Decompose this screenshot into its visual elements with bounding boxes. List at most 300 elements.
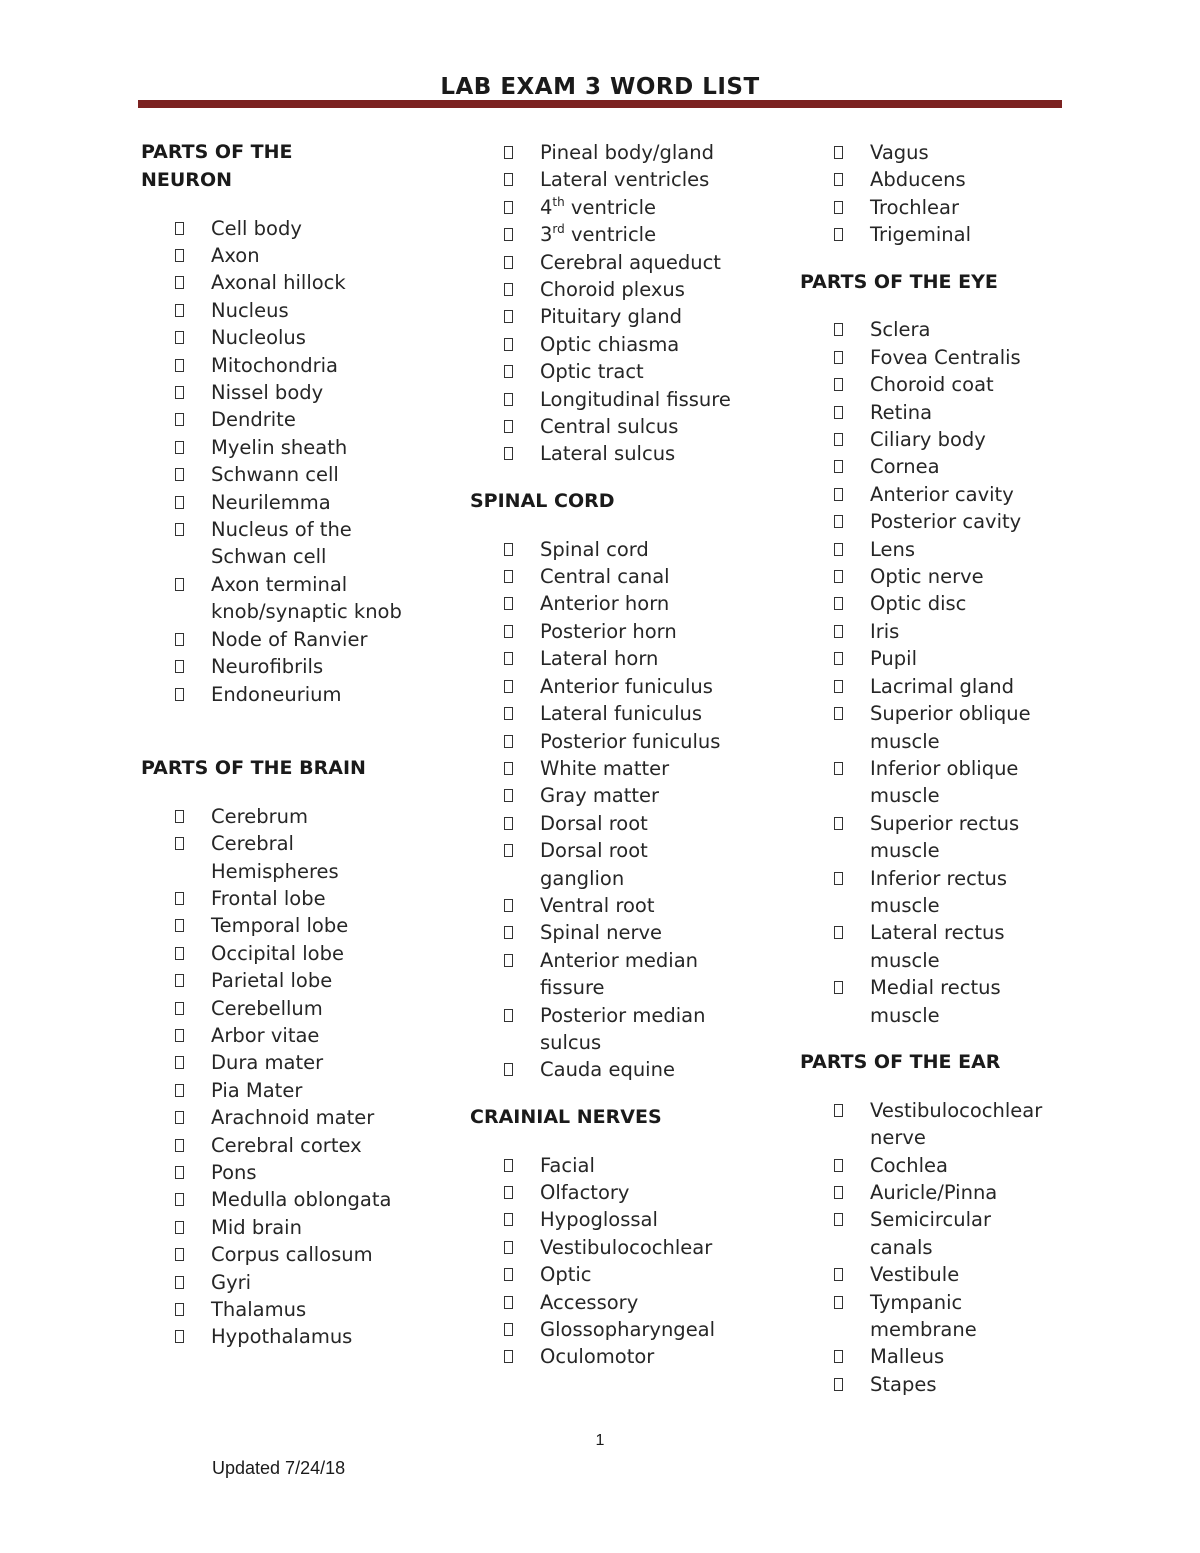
list-item-label: Temporal lobe <box>211 914 349 938</box>
list-item-label: Medulla oblongata <box>211 1188 392 1212</box>
list-item-label: Cerebral Hemispheres <box>211 832 339 883</box>
checkbox-bullet-icon <box>834 1159 843 1172</box>
list-item <box>470 1152 740 1179</box>
checkbox-bullet-icon <box>834 228 843 241</box>
checkbox-bullet-icon <box>834 680 843 693</box>
column-3 <box>800 139 1100 1398</box>
checkbox-bullet-icon <box>834 1186 843 1199</box>
list-item-label: Tympanic membrane <box>870 1290 977 1342</box>
list-item <box>800 673 1048 700</box>
list-item <box>141 1104 426 1131</box>
list-item <box>470 1261 740 1288</box>
list-item-label: Auricle/Pinna <box>870 1181 998 1204</box>
list-item <box>800 974 1048 1029</box>
column-1 <box>141 139 441 1351</box>
list-item <box>470 645 735 672</box>
checkbox-bullet-icon <box>175 947 184 960</box>
list-item <box>470 782 735 809</box>
checkbox-bullet-icon <box>175 810 184 823</box>
checkbox-bullet-icon <box>834 872 843 885</box>
list-item <box>141 1022 426 1049</box>
list-item-label: Dorsal root <box>540 811 648 835</box>
list-item-label: Medial rectus muscle <box>870 976 1001 1027</box>
checkbox-bullet-icon <box>504 338 513 351</box>
list-item-label: Cerebral aqueduct <box>540 250 721 274</box>
checkbox-bullet-icon <box>504 1159 513 1172</box>
list-item <box>800 371 1048 398</box>
list-item-label: Trigeminal <box>870 223 971 247</box>
list-item <box>800 618 1048 645</box>
list-item <box>141 830 426 885</box>
list-item-label: Lateral sulcus <box>540 442 676 466</box>
checkbox-bullet-icon <box>834 570 843 583</box>
list-item-label: Thalamus <box>211 1298 307 1322</box>
checkbox-bullet-icon <box>504 707 513 720</box>
list-item-label: Schwann cell <box>211 463 339 487</box>
checkbox-bullet-icon <box>504 1350 513 1363</box>
list-item <box>800 865 1048 920</box>
list-item-label: Gray matter <box>540 784 660 808</box>
list-item <box>800 645 1048 672</box>
checkbox-bullet-icon <box>834 817 843 830</box>
checkbox-bullet-icon <box>504 735 513 748</box>
list-item <box>800 1206 1048 1261</box>
column-2 <box>470 139 770 1371</box>
list-item-label: Inferior rectus muscle <box>870 866 1008 917</box>
checkbox-bullet-icon <box>175 413 184 426</box>
checkbox-bullet-icon <box>175 331 184 344</box>
list-item <box>470 700 735 727</box>
checkbox-bullet-icon <box>175 919 184 932</box>
list-item-label: Superior rectus muscle <box>870 811 1020 863</box>
list-item-label: Glossopharyngeal <box>540 1318 716 1342</box>
list-item-label: Posterior cavity <box>870 510 1022 534</box>
list-item <box>141 1077 426 1104</box>
list-item-label: Lacrimal gland <box>870 674 1015 698</box>
list-item <box>141 434 416 461</box>
updated-date: Updated 7/24/18 <box>212 1458 346 1478</box>
list-item-label: Semicircular canals <box>870 1208 991 1259</box>
checkbox-bullet-icon <box>175 837 184 850</box>
list-item-label: Inferior oblique muscle <box>870 756 1019 808</box>
list-item-label: Endoneurium <box>211 682 342 706</box>
list-item <box>470 618 735 645</box>
list-item <box>470 536 735 563</box>
list-item <box>141 1132 426 1159</box>
list-item-label: Cochlea <box>870 1153 948 1177</box>
list-item <box>800 194 1045 221</box>
checkbox-bullet-icon <box>175 1330 184 1343</box>
list-item <box>800 139 1045 166</box>
checkbox-bullet-icon <box>175 578 184 591</box>
section-heading: PARTS OF THE NEURON <box>141 141 293 191</box>
list-item <box>800 316 1048 343</box>
list-item <box>470 249 736 276</box>
list-item-label: Corpus callosum <box>211 1243 373 1267</box>
checkbox-bullet-icon <box>504 1268 513 1281</box>
checkbox-bullet-icon <box>834 1213 843 1226</box>
list-item <box>141 516 416 571</box>
list-item-label: Posterior funiculus <box>540 729 721 753</box>
checkbox-bullet-icon <box>834 625 843 638</box>
list-item-label: Mid brain <box>211 1215 302 1239</box>
checkbox-bullet-icon <box>504 1009 513 1022</box>
checkbox-bullet-icon <box>834 488 843 501</box>
checkbox-bullet-icon <box>834 378 843 391</box>
list-item-label: Oculomotor <box>540 1345 655 1369</box>
list-item-label: Vestibulocochlear nerve <box>870 1098 1043 1150</box>
checkbox-bullet-icon <box>504 201 513 214</box>
list-item-label: Axon terminal knob/synaptic knob <box>211 572 402 624</box>
list-item <box>141 269 416 296</box>
list-item <box>470 358 736 385</box>
list-item <box>470 810 735 837</box>
checkbox-bullet-icon <box>504 954 513 967</box>
checkbox-bullet-icon <box>834 173 843 186</box>
checkbox-bullet-icon <box>175 1193 184 1206</box>
list-item <box>800 1152 1048 1179</box>
checkbox-bullet-icon <box>175 386 184 399</box>
checkbox-bullet-icon <box>834 515 843 528</box>
list-item <box>800 1343 1048 1370</box>
list-item-label: Retina <box>870 400 933 424</box>
list-item <box>800 755 1048 810</box>
list-item-label: Choroid plexus <box>540 278 685 302</box>
checkbox-bullet-icon <box>175 304 184 317</box>
list-item <box>470 1002 735 1057</box>
list-item <box>470 221 736 248</box>
list-item-label: Pituitary gland <box>540 305 683 329</box>
list-item-label: Dorsal root ganglion <box>540 839 648 890</box>
list-item <box>800 453 1048 480</box>
checkbox-bullet-icon <box>834 981 843 994</box>
checkbox-bullet-icon <box>504 173 513 186</box>
list-item <box>141 242 416 269</box>
list-item-label: Gyri <box>211 1270 252 1294</box>
list-item-label: Cerebrum <box>211 804 308 828</box>
word-list <box>800 1097 1100 1398</box>
list-item <box>141 653 416 680</box>
checkbox-bullet-icon <box>175 1056 184 1069</box>
list-item-label: Optic disc <box>870 592 967 616</box>
list-item <box>141 626 416 653</box>
list-item <box>470 166 736 193</box>
list-item-label: Axon <box>211 244 260 267</box>
list-item <box>470 755 735 782</box>
list-item <box>141 1296 426 1323</box>
list-item-label: Malleus <box>870 1345 945 1369</box>
list-item <box>470 892 735 919</box>
list-item-label: Lateral rectus muscle <box>870 921 1005 972</box>
list-item <box>141 1323 426 1350</box>
checkbox-bullet-icon <box>504 420 513 433</box>
list-item-label: Anterior horn <box>540 592 670 616</box>
list-item-label: Pia Mater <box>211 1078 303 1102</box>
list-item <box>800 399 1048 426</box>
list-item <box>470 1056 735 1083</box>
checkbox-bullet-icon <box>834 597 843 610</box>
section-heading: PARTS OF THE EYE <box>800 270 998 293</box>
checkbox-bullet-icon <box>175 892 184 905</box>
word-list <box>141 803 441 1351</box>
checkbox-bullet-icon <box>504 652 513 665</box>
word-list <box>470 536 770 1084</box>
list-item <box>141 379 416 406</box>
list-item-label: Pineal body/gland <box>540 141 714 164</box>
list-item <box>800 426 1048 453</box>
checkbox-bullet-icon <box>175 1002 184 1015</box>
list-item <box>470 947 735 1002</box>
checkbox-bullet-icon <box>504 1296 513 1309</box>
section-heading: PARTS OF THE EAR <box>800 1050 1001 1073</box>
word-list <box>470 139 770 468</box>
list-item-label: Anterior funiculus <box>540 674 713 698</box>
checkbox-bullet-icon <box>175 523 184 536</box>
checkbox-bullet-icon <box>504 762 513 775</box>
list-item-label: Fovea Centralis <box>870 345 1021 369</box>
list-item-label: Myelin sheath <box>211 435 348 459</box>
list-item-label: Trochlear <box>870 195 960 219</box>
list-item-label: Mitochondria <box>211 353 338 377</box>
list-item <box>141 489 416 516</box>
list-item-label: Stapes <box>870 1372 937 1396</box>
checkbox-bullet-icon <box>504 570 513 583</box>
checkbox-bullet-icon <box>504 899 513 912</box>
list-item-label: Cerebral cortex <box>211 1133 362 1157</box>
list-item-label: Pons <box>211 1160 257 1184</box>
list-item-label: Choroid coat <box>870 373 994 397</box>
list-item <box>800 481 1048 508</box>
list-item <box>800 221 1045 248</box>
checkbox-bullet-icon <box>175 660 184 673</box>
section-heading: CRAINIAL NERVES <box>470 1105 662 1128</box>
list-item-label: Anterior cavity <box>870 482 1014 506</box>
list-item <box>141 967 426 994</box>
checkbox-bullet-icon <box>834 926 843 939</box>
list-item-label: Facial <box>540 1153 595 1177</box>
checkbox-bullet-icon <box>834 1378 843 1391</box>
checkbox-bullet-icon <box>834 543 843 556</box>
list-item <box>141 681 416 708</box>
list-item-label: Vagus <box>870 141 929 164</box>
checkbox-bullet-icon <box>504 365 513 378</box>
list-item <box>141 406 416 433</box>
checkbox-bullet-icon <box>175 1303 184 1316</box>
list-item-label: Sclera <box>870 318 931 342</box>
checkbox-bullet-icon <box>504 625 513 638</box>
list-item <box>470 386 736 413</box>
list-item <box>470 1343 740 1370</box>
checkbox-bullet-icon <box>175 249 184 262</box>
list-item-label: Pupil <box>870 647 917 671</box>
checkbox-bullet-icon <box>504 283 513 296</box>
list-item <box>800 563 1048 590</box>
checkbox-bullet-icon <box>504 1213 513 1226</box>
list-item <box>141 803 426 830</box>
page-number: 1 <box>595 1432 605 1449</box>
list-item-label: Arachnoid mater <box>211 1106 375 1130</box>
list-item <box>800 1371 1048 1398</box>
list-item-label: Lateral ventricles <box>540 168 710 192</box>
list-item-label: Posterior horn <box>540 619 677 643</box>
list-item <box>470 303 736 330</box>
list-item-label: Lens <box>870 537 916 561</box>
list-item <box>800 1289 1048 1344</box>
checkbox-bullet-icon <box>504 680 513 693</box>
checkbox-bullet-icon <box>175 1084 184 1097</box>
list-item <box>141 1269 426 1296</box>
list-item <box>470 1206 740 1233</box>
list-item <box>800 1179 1048 1206</box>
checkbox-bullet-icon <box>175 1111 184 1124</box>
checkbox-bullet-icon <box>834 1350 843 1363</box>
list-item <box>141 461 416 488</box>
checkbox-bullet-icon <box>175 1221 184 1234</box>
list-item <box>470 1179 740 1206</box>
checkbox-bullet-icon <box>175 688 184 701</box>
list-item <box>800 700 1048 755</box>
list-item <box>470 728 735 755</box>
list-item-label: Node of Ranvier <box>211 627 368 651</box>
checkbox-bullet-icon <box>834 1104 843 1117</box>
checkbox-bullet-icon <box>175 468 184 481</box>
list-item-label: Occipital lobe <box>211 941 344 965</box>
checkbox-bullet-icon <box>504 844 513 857</box>
checkbox-bullet-icon <box>175 1276 184 1289</box>
list-item-label: Hypoglossal <box>540 1208 658 1232</box>
list-item-label: Lateral horn <box>540 647 659 671</box>
list-item <box>141 297 416 324</box>
list-item-label: Longitudinal fissure <box>540 387 731 411</box>
word-list <box>800 139 1100 249</box>
title-divider <box>138 100 1062 108</box>
checkbox-bullet-icon <box>175 441 184 454</box>
checkbox-bullet-icon <box>504 228 513 241</box>
list-item-label: Optic <box>540 1263 592 1287</box>
checkbox-bullet-icon <box>834 762 843 775</box>
list-item <box>800 1097 1048 1152</box>
checkbox-bullet-icon <box>504 1323 513 1336</box>
list-item-label: Dura mater <box>211 1051 324 1075</box>
checkbox-bullet-icon <box>504 597 513 610</box>
list-item-label: Accessory <box>540 1290 639 1314</box>
list-item-label: Nucleolus <box>211 326 306 350</box>
list-item <box>141 1241 426 1268</box>
list-item <box>470 563 735 590</box>
list-item-label: Lateral funiculus <box>540 702 703 726</box>
list-item-label: Abducens <box>870 168 966 192</box>
checkbox-bullet-icon <box>834 146 843 159</box>
list-item-label: Axonal hillock <box>211 271 346 295</box>
list-item <box>470 673 735 700</box>
list-item <box>141 1049 426 1076</box>
list-item <box>470 1316 740 1343</box>
checkbox-bullet-icon <box>504 393 513 406</box>
checkbox-bullet-icon <box>834 460 843 473</box>
list-item-label: Frontal lobe <box>211 886 326 910</box>
list-item-label: Ciliary body <box>870 428 986 452</box>
list-item <box>470 919 735 946</box>
list-item <box>470 331 736 358</box>
list-item-label: Dendrite <box>211 408 296 432</box>
list-item-label: Olfactory <box>540 1181 630 1204</box>
list-item-label: Spinal cord <box>540 537 649 561</box>
checkbox-bullet-icon <box>175 974 184 987</box>
checkbox-bullet-icon <box>504 1063 513 1076</box>
list-item <box>800 344 1048 371</box>
checkbox-bullet-icon <box>834 433 843 446</box>
list-item-label: Iris <box>870 619 900 643</box>
list-item <box>800 166 1045 193</box>
checkbox-bullet-icon <box>504 447 513 460</box>
checkbox-bullet-icon <box>175 1139 184 1152</box>
list-item-label: Cerebellum <box>211 996 323 1020</box>
list-item <box>141 324 416 351</box>
checkbox-bullet-icon <box>175 276 184 289</box>
checkbox-bullet-icon <box>834 201 843 214</box>
list-item <box>470 1234 740 1261</box>
checkbox-bullet-icon <box>504 543 513 556</box>
list-item-label: Neurofibrils <box>211 655 324 679</box>
list-item <box>470 413 736 440</box>
checkbox-bullet-icon <box>504 926 513 939</box>
list-item-label: Cauda equine <box>540 1058 675 1082</box>
list-item <box>141 912 426 939</box>
word-list <box>470 1152 770 1371</box>
checkbox-bullet-icon <box>834 351 843 364</box>
list-item-label: Optic chiasma <box>540 332 680 356</box>
checkbox-bullet-icon <box>834 1268 843 1281</box>
checkbox-bullet-icon <box>504 817 513 830</box>
checkbox-bullet-icon <box>504 256 513 269</box>
list-item-label: 3rd ventricle <box>540 222 657 247</box>
checkbox-bullet-icon <box>504 146 513 159</box>
list-item-label: Posterior median sulcus <box>540 1003 706 1054</box>
list-item <box>470 194 736 221</box>
checkbox-bullet-icon <box>834 1296 843 1309</box>
list-item <box>800 508 1048 535</box>
word-list <box>141 215 441 708</box>
list-item-label: Nucleus <box>211 298 289 322</box>
list-item <box>800 590 1048 617</box>
list-item-label: Cornea <box>870 455 940 479</box>
list-item <box>470 139 736 166</box>
list-item <box>800 810 1048 865</box>
list-item-label: Ventral root <box>540 893 655 917</box>
list-item <box>141 1186 426 1213</box>
page-title: LAB EXAM 3 WORD LIST <box>440 74 760 100</box>
list-item <box>141 215 416 242</box>
list-item-label: Central sulcus <box>540 415 679 439</box>
list-item <box>470 1289 740 1316</box>
checkbox-bullet-icon <box>175 1029 184 1042</box>
list-item <box>470 440 736 467</box>
list-item <box>141 940 426 967</box>
list-item-label: Neurilemma <box>211 490 331 514</box>
list-item-label: Nucleus of the Schwan cell <box>211 518 352 569</box>
list-item-label: Vestibulocochlear <box>540 1235 713 1259</box>
list-item <box>470 837 735 892</box>
list-item-label: White matter <box>540 756 670 780</box>
list-item-label: Hypothalamus <box>211 1325 353 1349</box>
checkbox-bullet-icon <box>834 323 843 336</box>
checkbox-bullet-icon <box>504 310 513 323</box>
list-item-label: Optic tract <box>540 360 644 384</box>
list-item <box>141 352 416 379</box>
list-item <box>141 571 416 626</box>
checkbox-bullet-icon <box>175 496 184 509</box>
checkbox-bullet-icon <box>175 1166 184 1179</box>
